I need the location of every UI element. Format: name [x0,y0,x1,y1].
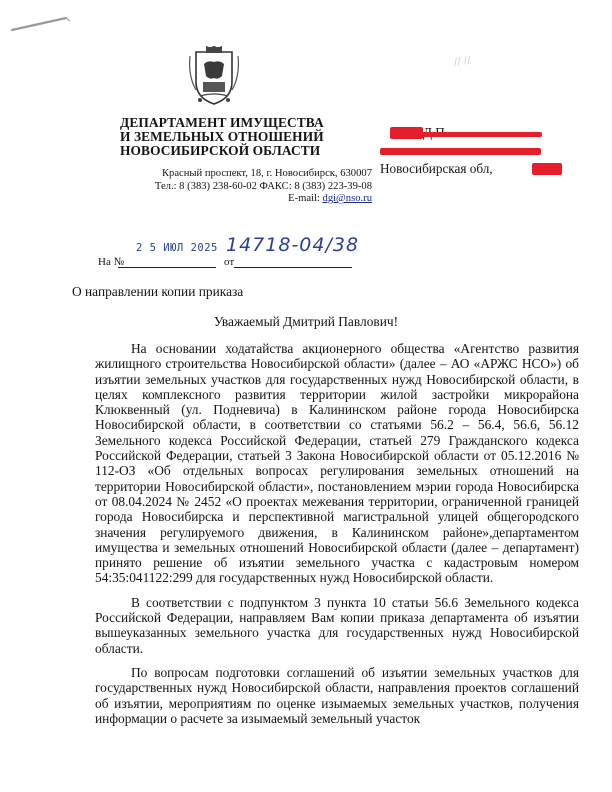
pencil-mark: ∕∕ ∕∕ [453,54,472,69]
reference-date-label: от [224,256,235,268]
body-paragraph: По вопросам подготовки соглашений об изъятии земельных участков для государственных нужд Новосибирской области, направления проектов соглашений об изъятии, мероприятиям по оценке изымаемых земельных участков, получения информации о расчете за изымаемый земельный участок [95,664,579,726]
department-address: Красный проспект, 18, г. Новосибирск, 630007 [161,168,372,179]
redaction-address-line-2 [380,148,541,155]
registration-date-stamp: 2 5 ИЮЛ 2025 [136,242,218,254]
letter-body [95,341,579,726]
redaction-address-line-3 [532,163,562,175]
letter-subject: О направлении копии приказа [72,284,244,299]
reference-number-underline [118,267,216,268]
department-phones: Тел.: 8 (383) 238-60-02 ФАКС: 8 (383) 223-39-08 [154,180,372,192]
staple-mark-icon [10,12,72,34]
recipient-region: Новосибирская обл, [380,161,493,176]
department-title [120,116,340,158]
department-title-line: НОВОСИБИРСКОЙ ОБЛАСТИ [120,143,321,158]
reference-date-underline [234,267,352,268]
department-email-row [72,193,372,206]
outgoing-number-handwritten: 14718-04/38 [226,234,360,256]
body-paragraph: На основании ходатайства акционерного общества «Агентство развития жилищного строительства Новосибирской области» (далее – АО «АРЖС НСО») об изъятии земельных участков для государственных нужд Новосибирской области, в целях комплексного развития территории жилой застройки микрорайона Клюквенный (ул. Подневича) в Калининском районе города Новосибирска Новосибирской области, в соответствии со статьями 56.2 – 56.4, 56.6, 56.12 Земельного кодекса Российской Федерации, статьей 279 Гражданского кодекса Российской Федерации, статьей 3 Закона Новосибирской области от 05.12.2016 № 112-ОЗ «Об отдельных вопросах регулирования земельных отношений на территории Новосибирской области», постановлением мэрии города Новосибирска от 08.04.2024 № 2452 «О проектах межевания территории, ограниченной границей города Новосибирска и перспективной магистральной улицей общегородского значения регулируемого движения, в Калининском районе»,департаментом имущества и земельных отношений Новосибирской области (далее – департамент) принято решение об изъятии земельного участка с кадастровым номером 54:35:041122:299 для государственных нужд Новосибирской области. [95,341,579,586]
reference-number-line [98,251,378,271]
body-paragraph: В соответствии с подпунктом 3 пункта 10 статьи 56.6 Земельного кодекса Российской Федерации, направляем Вам копии приказа департамента об изъятии вышеуказанных земельного участка для государственных нужд Новосибирской области. [95,594,579,656]
email-label: E-mail: [288,193,323,205]
email-link[interactable]: dgi@nso.ru [322,193,372,205]
department-contacts [72,168,372,206]
department-title-line: И ЗЕМЕЛЬНЫХ ОТНОШЕНИЙ [120,129,324,144]
coat-of-arms-icon [186,46,242,108]
letter-greeting: Уважаемый Дмитрий Павлович! [213,314,399,329]
redaction-address-line-1 [392,132,542,137]
department-title-line: ДЕПАРТАМЕНТ ИМУЩЕСТВА [120,115,324,130]
reference-number-label: На № [98,256,125,268]
